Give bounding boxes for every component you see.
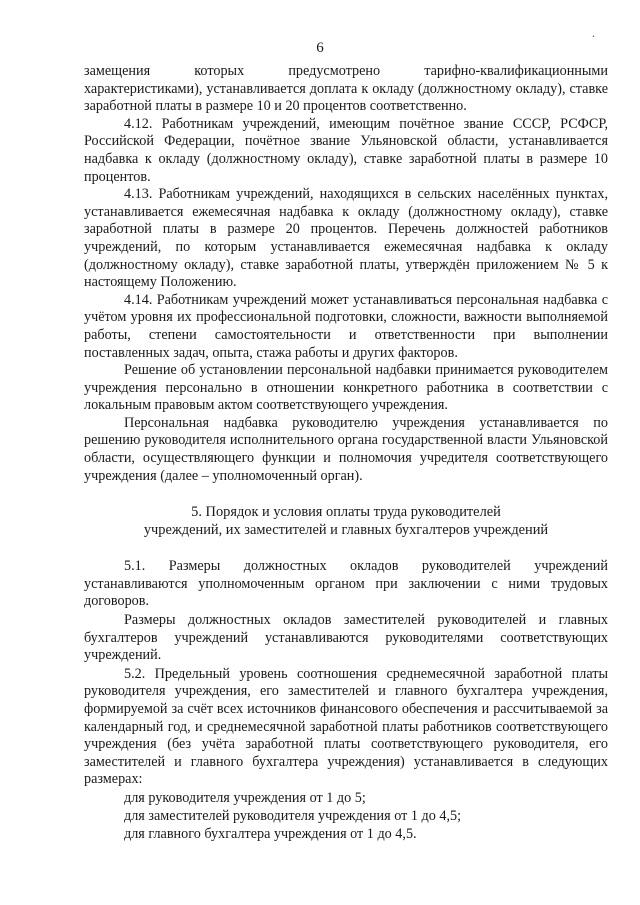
- section-5-heading: [84, 503, 608, 539]
- section-heading-line-1: 5. Порядок и условия оплаты труда руководителей: [191, 504, 501, 521]
- paragraph-personal-bonus-head: Персональная надбавка руководителю учреждения устанавливается по решению руководителя исполнительного органа государственной власти Ульяновской области, осуществляющего функции и полномочия учредителя соответствующего учреждения (далее – уполномоченный орган).: [84, 414, 608, 484]
- page-number: 6: [316, 40, 324, 56]
- paragraph-4-13: 4.13. Работникам учреждений, находящихся в сельских населённых пунктах, устанавливается ежемесячная надбавка к окладу (должностному окладу), ставке заработной платы в размере 20 процентов. Перечень должностей работников учреждений, по которым устанавливается ежемесячная надбавка к окладу (должностному окладу), ставке заработной платы, утверждён приложением № 5 к настоящему Положению.: [84, 186, 608, 291]
- list-item: для руководителя учреждения от 1 до 5;: [124, 789, 366, 806]
- ratio-list: [84, 789, 608, 843]
- paragraph-4-12: 4.12. Работникам учреждений, имеющим почётное звание СССР, РСФСР, Российской Федерации, почётное звание Ульяновской области, устанавливается надбавка к окладу (должностному окладу), ставке заработной платы в размере 10 процентов.: [84, 115, 608, 185]
- list-item: для главного бухгалтера учреждения от 1 до 4,5.: [124, 825, 417, 842]
- section-heading-line-2: учреждений, их заместителей и главных бухгалтеров учреждений: [143, 522, 549, 539]
- corner-mark: .: [592, 26, 595, 40]
- document-body: [84, 63, 608, 843]
- list-item: для заместителей руководителя учреждения от 1 до 4,5;: [124, 807, 462, 824]
- paragraph-5-1: 5.1. Размеры должностных окладов руководителей учреждений устанавливаются уполномоченным органом при заключении с ними трудовых договоров.: [84, 558, 608, 610]
- paragraph-personal-bonus-decision: Решение об установлении персональной надбавки принимается руководителем учреждения персонально в отношении конкретного работника в соответствии с локальным правовым актом соответствующего учреждения.: [84, 362, 608, 414]
- paragraph-4-14: 4.14. Работникам учреждений может устанавливаться персональная надбавка с учётом уровня их профессиональной подготовки, сложности, важности выполняемой работы, степени самостоятельности и ответственности при выполнении поставленных задач, опыта, стажа работы и других факторов.: [84, 291, 608, 361]
- paragraph-continuation: замещения которых предусмотрено тарифно-квалификационными характеристиками), устанавливается доплата к окладу (должностному окладу), ставке заработной платы в размере 10 и 20 процентов соответственно.: [84, 63, 608, 115]
- paragraph-deputy-salaries: Размеры должностных окладов заместителей руководителей и главных бухгалтеров учреждений устанавливаются руководителями соответствующих учреждений.: [84, 612, 608, 664]
- paragraph-5-2: 5.2. Предельный уровень соотношения среднемесячной заработной платы руководителя учреждения, его заместителей и главного бухгалтера учреждения, формируемой за счёт всех источников финансового обеспечения и рассчитываемой за календарный год, и среднемесячной заработной платы работников соответствующего учреждения (без учёта заработной платы соответствующего руководителя, его заместителей и главного бухгалтера учреждения) устанавливается в следующих размерах:: [84, 665, 608, 788]
